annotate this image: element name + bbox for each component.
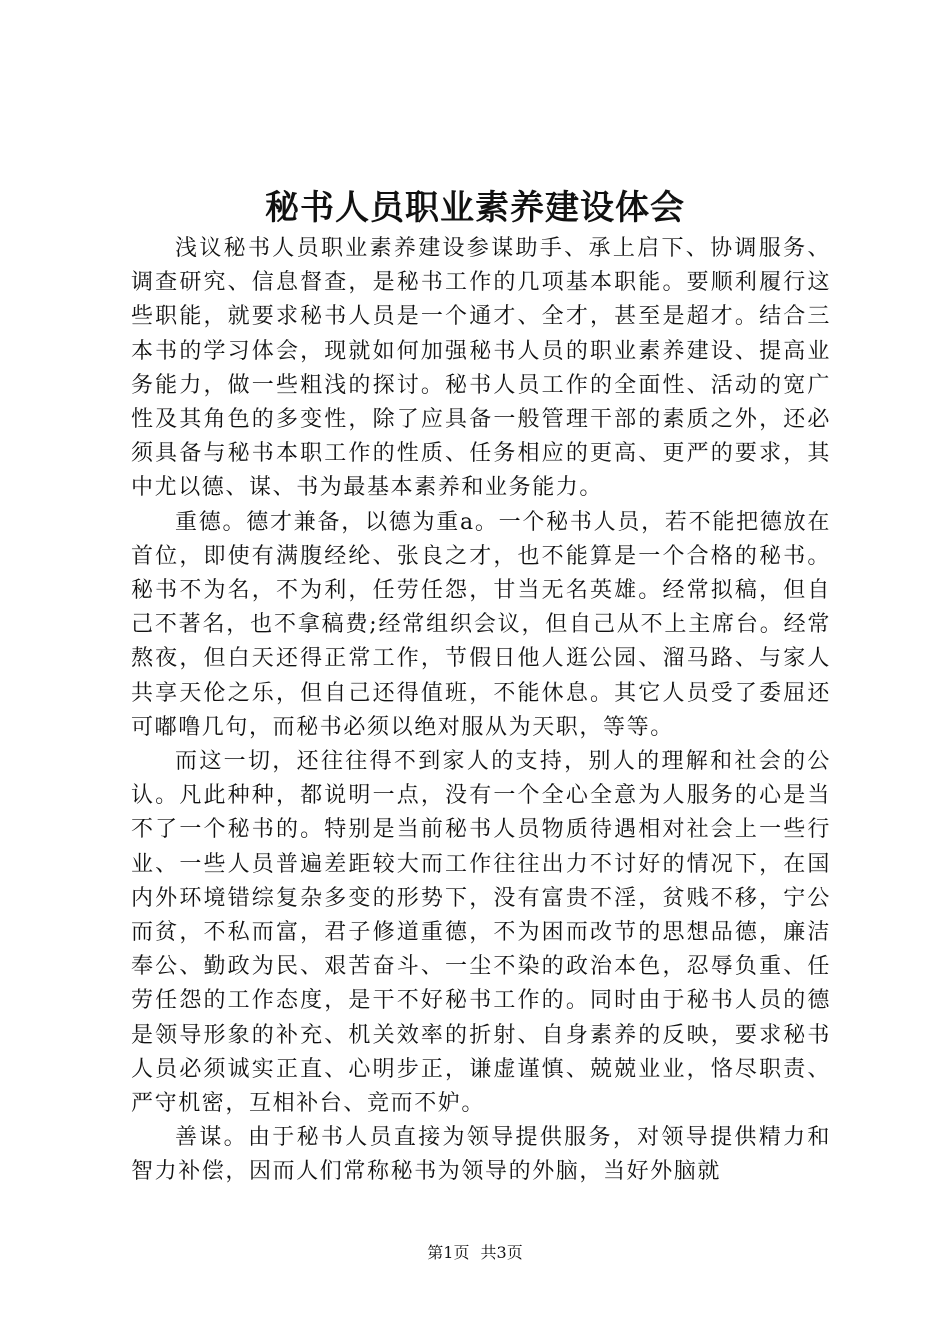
page-total: 共3页 <box>480 1243 523 1262</box>
paragraph-intro: 浅议秘书人员职业素养建设参谋助手、承上启下、协调服务、调查研究、信息督查，是秘书工作的几项基本职能。要顺利履行这些职能，就要求秘书人员是一个通才、全才，甚至是超才。结合三本书的学习体会，现就如何加强秘书人员的职业素养建设、提高业务能力，做一些粗浅的探讨。秘书人员工作的全面性、活动的宽广性及其角色的多变性，除了应具备一般管理干部的素质之外，还必须具备与秘书本职工作的性质、任务相应的更高、更严的要求，其中尤以德、谋、书为最基本素养和业务能力。 <box>131 236 831 501</box>
page-number: 第1页 <box>427 1243 470 1262</box>
document-body <box>131 232 831 1190</box>
paragraph-dedication: 而这一切，还往往得不到家人的支持，别人的理解和社会的公认。凡此种种，都说明一点，没有一个全心全意为人服务的心是当不了一个秘书的。特别是当前秘书人员物质待遇相对社会上一些行业、一些人员普遍差距较大而工作往往出力不讨好的情况下，在国内外环境错综复杂多变的形势下，没有富贵不淫，贫贱不移，宁公而贫，不私而富，君子修道重德，不为困而改节的思想品德，廉洁奉公、勤政为民、艰苦奋斗、一尘不染的政治本色，忍辱负重、任劳任怨的工作态度，是干不好秘书工作的。同时由于秘书人员的德是领导形象的补充、机关效率的折射、自身素养的反映，要求秘书人员必须诚实正直、心明步正，谦虚谨慎、兢兢业业，恪尽职责、严守机密，互相补台、竞而不妒。 <box>131 749 831 1117</box>
paragraph-strategy: 善谋。由于秘书人员直接为领导提供服务，对领导提供精力和智力补偿，因而人们常称秘书为领导的外脑，当好外脑就 <box>131 1125 831 1185</box>
paragraph-virtue: 重德。德才兼备，以德为重a。一个秘书人员，若不能把德放在首位，即使有满腹经纶、张良之才，也不能算是一个合格的秘书。秘书不为名，不为利，任劳任怨，甘当无名英雄。经常拟稿，但自己不著名，也不拿稿费;经常组织会议，但自己从不上主席台。经常熬夜，但白天还得正常工作，节假日他人逛公园、溜马路、与家人共享天伦之乐，但自己还得值班，不能休息。其它人员受了委屈还可嘟噜几句，而秘书必须以绝对服从为天职，等等。 <box>131 509 831 740</box>
document-title: 秘书人员职业素养建设体会 <box>265 188 685 228</box>
page-footer <box>0 1241 950 1265</box>
